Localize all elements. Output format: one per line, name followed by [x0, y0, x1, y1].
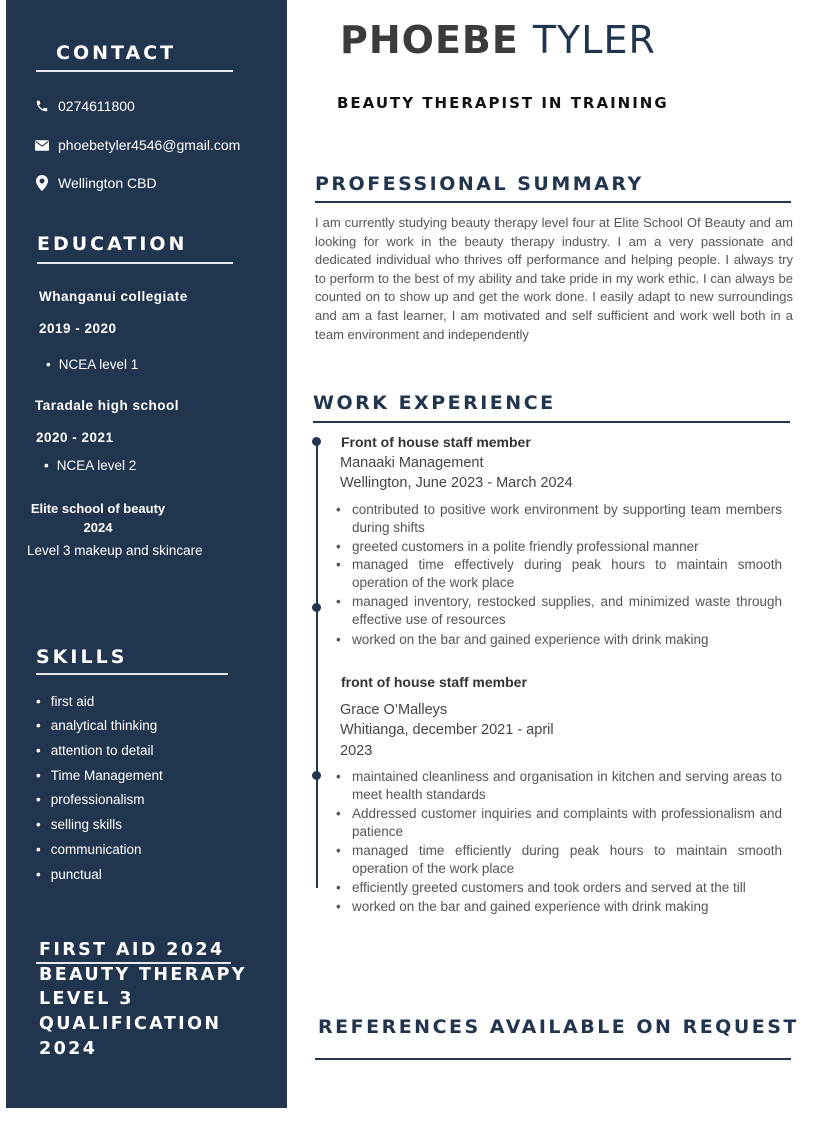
job-location-dates: Whitianga, december 2021 - april — [340, 722, 554, 738]
job-bullet: • contributed to positive work environment by supporting team members during shifts — [336, 501, 782, 538]
education-divider — [37, 262, 233, 264]
job-bullet: • managed time effectively during peak hours to maintain smooth operation of the work place — [336, 556, 782, 593]
phone-icon — [34, 98, 50, 114]
role-title: BEAUTY THERAPIST IN TRAINING — [337, 94, 669, 112]
certification-line: 2024 — [39, 1038, 98, 1059]
job-bullet-text: maintained cleanliness and organisation in kitchen and serving areas to meet health standards — [352, 769, 782, 803]
skill-item: • professionalism — [36, 792, 145, 807]
education-heading: EDUCATION — [37, 233, 188, 255]
skill-item: • Time Management — [36, 768, 163, 783]
timeline-dot — [312, 603, 321, 612]
name-heading — [340, 18, 656, 63]
job-bullet-text: worked on the bar and gained experience with drink making — [352, 899, 709, 914]
school-name: Whanganui collegiate — [39, 289, 188, 304]
job-bullet-text: managed inventory, restocked supplies, and minimized waste through effective use of resources — [352, 594, 782, 628]
job-bullet-text: Addressed customer inquiries and complaints with professionalism and patience — [352, 806, 782, 840]
school-detail: • NCEA level 1 — [46, 357, 138, 372]
first-name: PHOEBE — [340, 18, 519, 62]
summary-divider — [315, 201, 791, 203]
skill-item: • analytical thinking — [36, 718, 157, 733]
school-name: Taradale high school — [35, 398, 180, 413]
job-company: Manaaki Management — [340, 455, 484, 471]
contact-location — [34, 175, 157, 191]
last-name: TYLER — [532, 18, 656, 62]
skills-divider — [36, 673, 228, 675]
job-location-dates: Wellington, June 2023 - March 2024 — [340, 475, 573, 491]
job-bullet: • greeted customers in a polite friendly professional manner — [336, 538, 782, 556]
school-years: 2019 - 2020 — [39, 321, 117, 336]
experience-heading: WORK EXPERIENCE — [313, 392, 556, 414]
certification-line: QUALIFICATION — [39, 1014, 222, 1035]
location-text: Wellington CBD — [58, 175, 157, 191]
timeline-dot — [312, 771, 321, 780]
job-bullet: • maintained cleanliness and organisation in kitchen and serving areas to meet health standards — [336, 768, 782, 805]
job-bullet: • managed time efficiently during peak hours to maintain smooth operation of the work place — [336, 842, 782, 879]
job-bullet-text: managed time efficiently during peak hours to maintain smooth operation of the work place — [352, 843, 782, 877]
certification-line: LEVEL 3 — [39, 989, 134, 1010]
skill-item: • selling skills — [36, 817, 122, 832]
job-bullet-text: contributed to positive work environment by supporting team members during shifts — [352, 502, 782, 536]
summary-heading: PROFESSIONAL SUMMARY — [315, 173, 644, 195]
contact-divider — [36, 70, 233, 72]
summary-text: I am currently studying beauty therapy level four at Elite School Of Beauty and am looking for work in the beauty therapy industry. I am a very passionate and dedicated individual who thrives off performance and helping people. I always try to perform to the best of my ability and take pride in my work ethic. I can always be counted on to show up and get the work done. I easily adapt to new surroundings and am a fast learner, I am motivated and self sufficient and work well both in a team environment and independently — [315, 215, 793, 342]
skill-item: • communication — [36, 842, 142, 857]
job-bullet-text: greeted customers in a polite friendly professional manner — [352, 539, 699, 554]
job-bullet: • efficiently greeted customers and took orders and served at the till — [336, 879, 782, 897]
certification-line: FIRST AID 2024 — [39, 940, 225, 960]
job-location-dates: 2023 — [340, 743, 373, 759]
school-years: 2024 — [83, 520, 113, 535]
contact-phone — [34, 98, 135, 114]
job-company: Grace O’Malleys — [340, 702, 448, 718]
job-bullet: • Addressed customer inquiries and complaints with professionalism and patience — [336, 805, 782, 842]
certification-line: BEAUTY THERAPY — [39, 964, 247, 985]
certification-divider — [36, 962, 231, 964]
skills-heading: SKILLS — [36, 646, 128, 668]
job-bullet-text: efficiently greeted customers and took orders and served at the till — [352, 880, 746, 895]
school-years: 2020 - 2021 — [36, 430, 114, 445]
sidebar — [6, 0, 287, 1108]
job-bullet: • managed inventory, restocked supplies, and minimized waste through effective use of resources — [336, 593, 782, 630]
location-pin-icon — [34, 175, 50, 191]
skill-item: • punctual — [36, 867, 102, 882]
references-divider — [315, 1058, 791, 1060]
job-bullet-text: managed time effectively during peak hours to maintain smooth operation of the work place — [352, 557, 782, 591]
email-text: phoebetyler4546@gmail.com — [58, 137, 241, 153]
school-name: Elite school of beauty — [30, 501, 166, 516]
contact-email — [34, 137, 240, 153]
timeline-line — [316, 440, 318, 888]
school-detail: • NCEA level 2 — [44, 458, 136, 473]
certifications — [39, 938, 247, 1062]
contact-heading: CONTACT — [56, 42, 177, 64]
references-heading: REFERENCES AVAILABLE ON REQUEST — [318, 1016, 799, 1038]
timeline-dot — [312, 437, 321, 446]
job-title: Front of house staff member — [341, 434, 531, 450]
job-title: front of house staff member — [341, 674, 527, 690]
job-bullet-text: worked on the bar and gained experience with drink making — [352, 632, 709, 647]
skill-item: • first aid — [36, 694, 94, 709]
experience-divider — [313, 421, 790, 423]
mail-icon — [34, 137, 50, 153]
phone-text: 0274611800 — [58, 98, 135, 114]
job-bullet: • worked on the bar and gained experience with drink making — [336, 898, 782, 916]
school-block — [26, 499, 170, 537]
job-bullet: • worked on the bar and gained experience with drink making — [336, 631, 782, 649]
skill-item: • attention to detail — [36, 743, 154, 758]
school-detail: Level 3 makeup and skincare — [27, 543, 203, 558]
